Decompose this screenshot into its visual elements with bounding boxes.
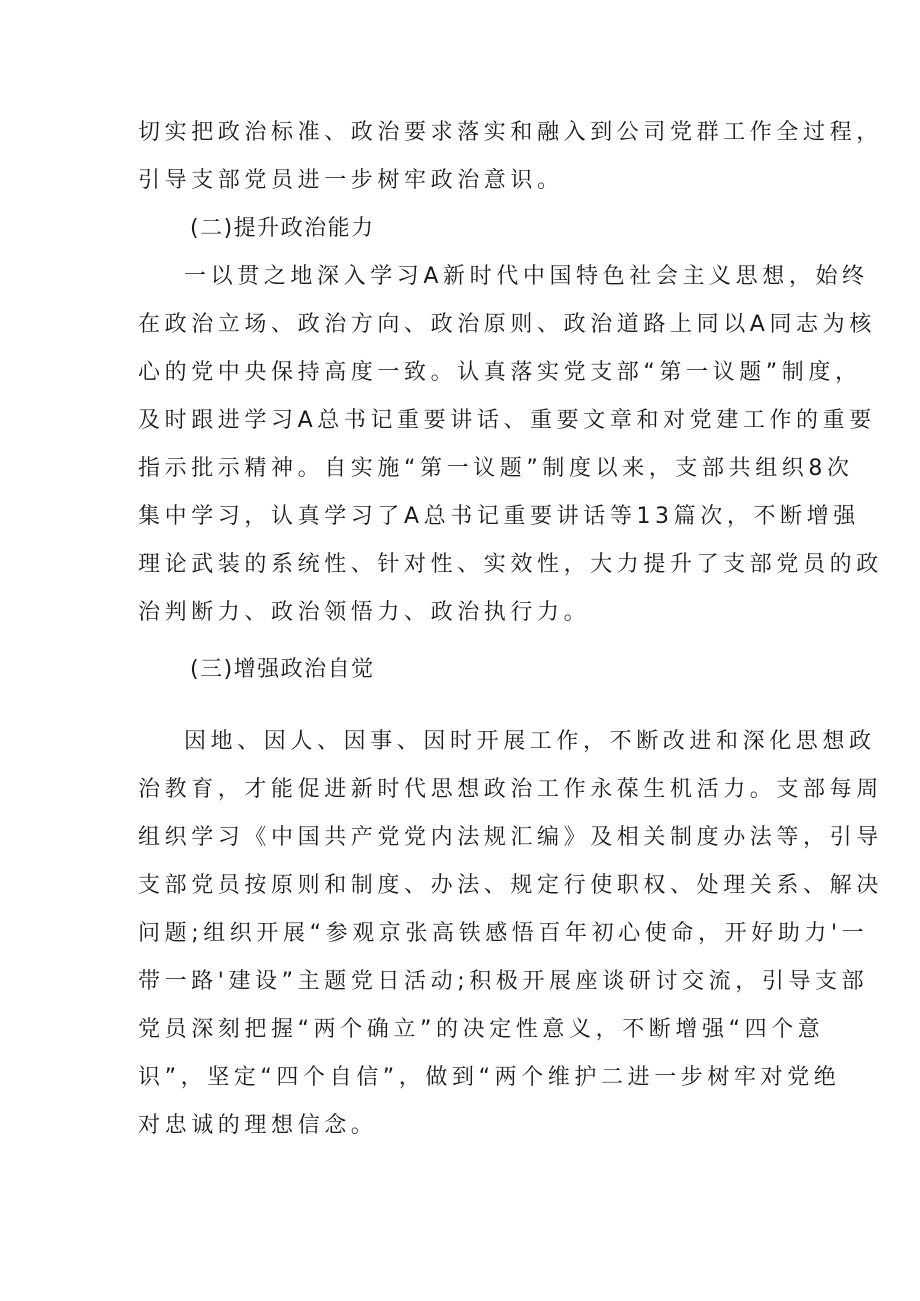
paragraph-line: 切实把政治标准、政治要求落实和融入到公司党群工作全过程，	[138, 120, 883, 145]
paragraph-line: 对忠诚的理想信念。	[138, 1113, 378, 1138]
paragraph-line: 支部党员按原则和制度、办法、规定行使职权、处理关系、解决	[138, 873, 883, 898]
paragraph-line: 指示批示精神。自实施“第一议题”制度以来，支部共组织8次	[138, 456, 854, 481]
paragraph-line: 引导支部党员进一步树牢政治意识。	[138, 168, 564, 193]
section-heading-2: (二)提升政治能力	[190, 216, 375, 241]
paragraph-line: 及时跟进学习A总书记重要讲话、重要文章和对党建工作的重要	[138, 408, 876, 433]
paragraph-line: 党员深刻把握“两个确立”的决定性意义，不断增强“四个意	[138, 1017, 825, 1042]
paragraph-line: 理论武装的系统性、针对性、实效性，大力提升了支部党员的政	[138, 552, 883, 577]
section-heading-3: (三)增强政治自觉	[190, 657, 375, 682]
paragraph-line: 治判断力、政治领悟力、政治执行力。	[138, 600, 591, 625]
paragraph-line: 组织学习《中国共产党党内法规汇编》及相关制度办法等，引导	[138, 825, 883, 850]
paragraph-line: 问题;组织开展“参观京张高铁感悟百年初心使命，开好助力'一	[138, 921, 869, 946]
paragraph-line: 识”，坚定“四个自信”，做到“两个维护二进一步树牢对党绝	[138, 1065, 841, 1090]
paragraph-line: 治教育，才能促进新时代思想政治工作永葆生机活力。支部每周	[138, 777, 883, 802]
paragraph-line: 一以贯之地深入学习A新时代中国特色社会主义思想，始终	[184, 264, 869, 289]
paragraph-line: 心的党中央保持高度一致。认真落实党支部“第一议题”制度，	[138, 360, 862, 385]
paragraph-line: 集中学习，认真学习了A总书记重要讲话等13篇次，不断增强	[138, 504, 860, 529]
paragraph-line: 因地、因人、因事、因时开展工作，不断改进和深化思想政	[184, 729, 876, 754]
paragraph-line: 在政治立场、政治方向、政治原则、政治道路上同以A同志为核	[138, 312, 876, 337]
paragraph-line: 带一路'建设”主题党日活动;积极开展座谈研讨交流，引导支部	[138, 969, 869, 994]
